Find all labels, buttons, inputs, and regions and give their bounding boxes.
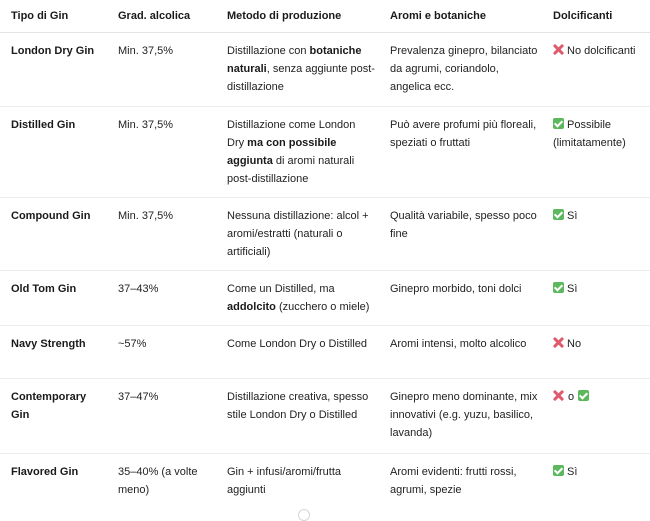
sweeteners-text: Sì <box>567 283 578 295</box>
gin-type-cell: Flavored Gin <box>11 466 79 478</box>
cross-mark-icon <box>553 390 564 401</box>
method-text: Come un Distilled, ma <box>227 283 335 295</box>
sweeteners-cell <box>542 379 650 454</box>
aromas-cell: Ginepro morbido, toni dolci <box>379 271 542 326</box>
gin-type-cell: Distilled Gin <box>0 107 107 198</box>
table-row <box>0 326 650 379</box>
aromas-cell: Aromi intensi, molto alcolico <box>379 326 542 379</box>
method-text: Distillazione come London Dry <box>227 119 356 149</box>
gin-type-cell: Old Tom Gin <box>0 271 107 326</box>
sweeteners-cell <box>542 271 650 326</box>
cross-mark-icon <box>553 337 564 348</box>
table-row <box>0 454 650 510</box>
method-text: di aromi naturali post-distillazione <box>227 155 355 185</box>
aromas-cell: Prevalenza ginepro, bilanciato da agrumi, coriandolo, angelica ecc. <box>379 33 542 107</box>
gin-type-cell: Contemporary Gin <box>0 379 107 454</box>
abv-cell: Min. 37,5% <box>107 107 216 198</box>
gin-type-cell: London Dry Gin <box>0 33 107 107</box>
abv-cell: ~57% <box>107 326 216 379</box>
method-text: (zucchero o miele) <box>275 301 370 313</box>
sweeteners-text: No dolcificanti <box>567 45 636 57</box>
method-bold-text: addolcito <box>227 301 276 313</box>
sweeteners-cell <box>542 198 650 271</box>
header-type: Tipo di Gin <box>0 0 107 33</box>
method-bold-text: botaniche naturali <box>227 45 362 75</box>
method-text: , senza aggiunte post-distillazione <box>227 63 375 93</box>
method-cell <box>216 198 379 271</box>
header-sweeteners: Dolcificanti <box>542 0 650 33</box>
abv-cell: 37–43% <box>107 271 216 326</box>
gin-type-cell: Compound Gin <box>0 198 107 271</box>
check-mark-icon <box>578 390 589 401</box>
aromas-cell: Può avere profumi più floreali, speziati o fruttati <box>379 107 542 198</box>
method-cell <box>216 379 379 454</box>
header-aromas: Aromi e botaniche <box>379 0 542 33</box>
sweeteners-text: Sì <box>567 466 578 478</box>
method-bold-text: ma con possibile aggiunta <box>227 137 337 167</box>
table-row <box>0 107 650 198</box>
method-cell <box>216 271 379 326</box>
method-text: Distillazione creativa, spesso stile London Dry o Distilled <box>227 391 369 421</box>
sweeteners-text: No <box>567 338 582 350</box>
check-mark-icon <box>553 282 564 293</box>
header-abv: Grad. alcolica <box>107 0 216 33</box>
method-cell <box>216 326 379 379</box>
gin-type-cell: Navy Strength <box>0 326 107 379</box>
check-mark-icon <box>553 465 564 476</box>
sweeteners-text: Sì <box>567 210 578 222</box>
header-method: Metodo di produzione <box>216 0 379 33</box>
method-text: Come London Dry o Distilled <box>227 338 368 350</box>
table-row <box>0 33 650 107</box>
abv-cell: Min. 37,5% <box>107 198 216 271</box>
scroll-down-button[interactable] <box>298 509 310 521</box>
table-row <box>0 379 650 454</box>
check-mark-icon <box>553 118 564 129</box>
method-cell <box>216 33 379 107</box>
method-text: Gin + infusi/aromi/frutta aggiunti <box>227 466 342 496</box>
sweeteners-cell <box>542 454 650 510</box>
check-mark-icon <box>553 209 564 220</box>
abv-cell: 37–47% <box>107 379 216 454</box>
method-cell <box>216 107 379 198</box>
sweeteners-cell <box>542 107 650 198</box>
method-cell <box>216 454 379 510</box>
sweeteners-cell <box>542 33 650 107</box>
cross-mark-icon <box>553 44 564 55</box>
abv-cell: Min. 37,5% <box>107 33 216 107</box>
aromas-cell: Aromi evidenti: frutti rossi, agrumi, spezie <box>390 466 517 496</box>
method-text: Nessuna distillazione: alcol + aromi/estratti (naturali o artificiali) <box>227 210 369 258</box>
sweeteners-text: o <box>568 391 575 403</box>
method-text: Distillazione con <box>227 45 310 57</box>
header-row <box>0 0 650 33</box>
aromas-cell: Qualità variabile, spesso poco fine <box>379 198 542 271</box>
table-row <box>0 198 650 271</box>
abv-cell: 35–40% (a volte meno) <box>118 466 198 496</box>
sweeteners-cell <box>542 326 650 379</box>
table-row <box>0 271 650 326</box>
aromas-cell: Ginepro meno dominante, mix innovativi (e.g. yuzu, basilico, lavanda) <box>379 379 542 454</box>
sweeteners-text: Possibile (limitatamente) <box>553 119 626 149</box>
